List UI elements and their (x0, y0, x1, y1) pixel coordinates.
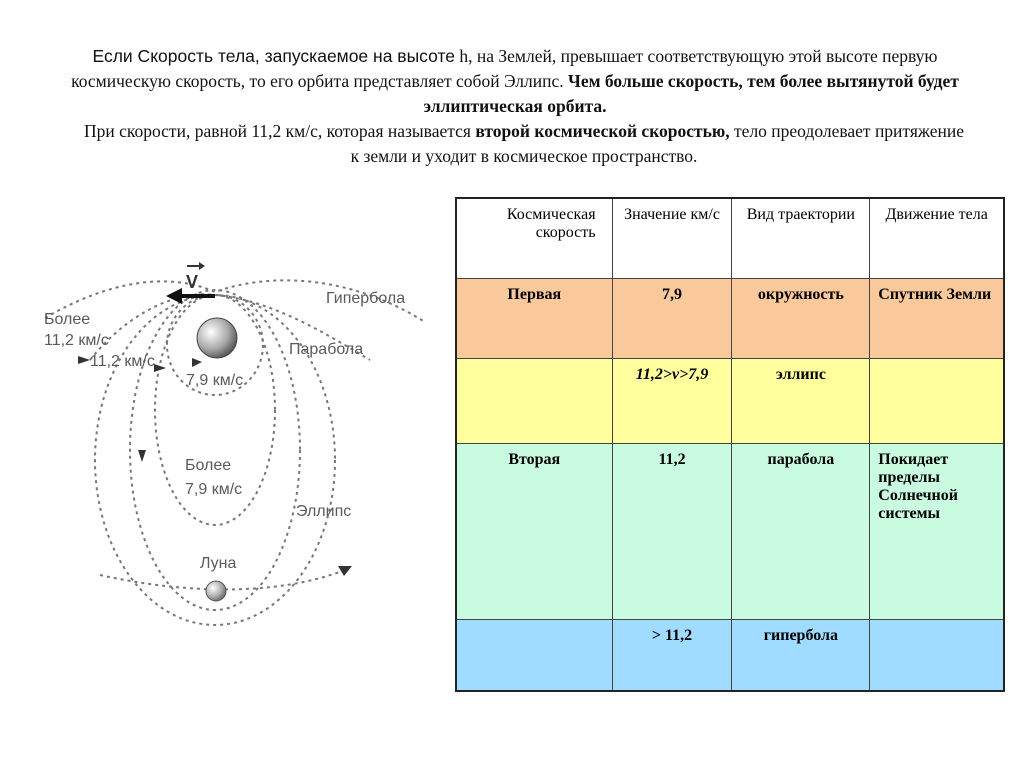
row-value-cell: 7,9 (612, 278, 732, 358)
table-row (456, 619, 1004, 691)
row-speed-cell: Вторая (456, 443, 612, 619)
intro-bold-1: Чем больше скорость, тем более вытянутой будет эллиптическая орбита. (423, 71, 959, 116)
table-row (456, 278, 1004, 358)
hyperbola-label: Гипербола (326, 290, 406, 307)
parabola-label: Парабола (289, 341, 364, 358)
row-trajectory-cell: парабола (732, 443, 870, 619)
row-value-cell: 11,2 (612, 443, 732, 619)
row-motion-cell: Покидает пределы Солнечной системы (870, 443, 1004, 619)
more-79-label-line2: 7,9 км/с (185, 481, 243, 498)
speed-79-label: 7,9 км/с (186, 372, 244, 389)
speed-79-arrow (192, 358, 202, 367)
intro-bold-2: второй космической скоростью, (475, 121, 730, 141)
orbit-diagram (30, 250, 430, 630)
moon-body (206, 581, 226, 601)
moon-label: Луна (200, 555, 237, 572)
header-motion: Движение тела (870, 198, 1004, 278)
header-value: Значение км/с (612, 198, 732, 278)
earth-body (197, 318, 237, 358)
table-row (456, 358, 1004, 443)
intro-sans-lead: Если Скорость тела, запускаемое на высоте (92, 46, 456, 66)
speed-112-label: 11,2 км/с (90, 353, 155, 370)
left-orbit-arrow (138, 450, 146, 462)
row-value-cell: > 11,2 (612, 619, 732, 691)
row-trajectory-cell: гипербола (732, 619, 870, 691)
table-row (456, 443, 1004, 619)
row-speed-cell (456, 619, 612, 691)
row-value-cell: 11,2>v>7,9 (612, 358, 732, 443)
parabola-orbit-left (90, 294, 215, 360)
intro-text-1: h, на Землей, превышает соответствующую этой высоте первую космическую скорость, то его орбита представляет собой Эллипс. (71, 46, 938, 91)
intro-paragraph-2 (60, 119, 970, 169)
row-speed-cell: Первая (456, 278, 612, 358)
more-112-label-line2: 11,2 км/с (44, 332, 109, 349)
row-speed-cell (456, 358, 612, 443)
row-motion-cell (870, 358, 1004, 443)
ellipse-label: Эллипс (296, 503, 352, 520)
more-79-label-line1: Более (185, 457, 232, 474)
header-trajectory: Вид траектории (732, 198, 870, 278)
intro-text (60, 44, 970, 169)
header-speed: Космическая скорость (456, 198, 612, 278)
table-header-row (456, 198, 1004, 278)
row-motion-cell (870, 619, 1004, 691)
speed-112-arrow (154, 364, 166, 372)
moon-orbit-arrow (338, 566, 352, 576)
space-velocity-table (455, 197, 1005, 692)
velocity-label: V (186, 272, 199, 292)
row-trajectory-cell: окружность (732, 278, 870, 358)
intro-text-2: При скорости, равной 11,2 км/с, которая называется (83, 121, 471, 141)
velocity-symbol-arrow (199, 262, 205, 270)
more-112-label-line1: Более (44, 311, 91, 328)
intro-text-3: тело преодолевает притяжение к земли и уходит в космическое пространство. (350, 121, 965, 166)
row-motion-cell: Спутник Земли (870, 278, 1004, 358)
orbit-diagram-svg (30, 250, 430, 630)
row-trajectory-cell: эллипс (732, 358, 870, 443)
intro-paragraph-1 (60, 44, 970, 119)
more-112-arrow (78, 356, 90, 364)
